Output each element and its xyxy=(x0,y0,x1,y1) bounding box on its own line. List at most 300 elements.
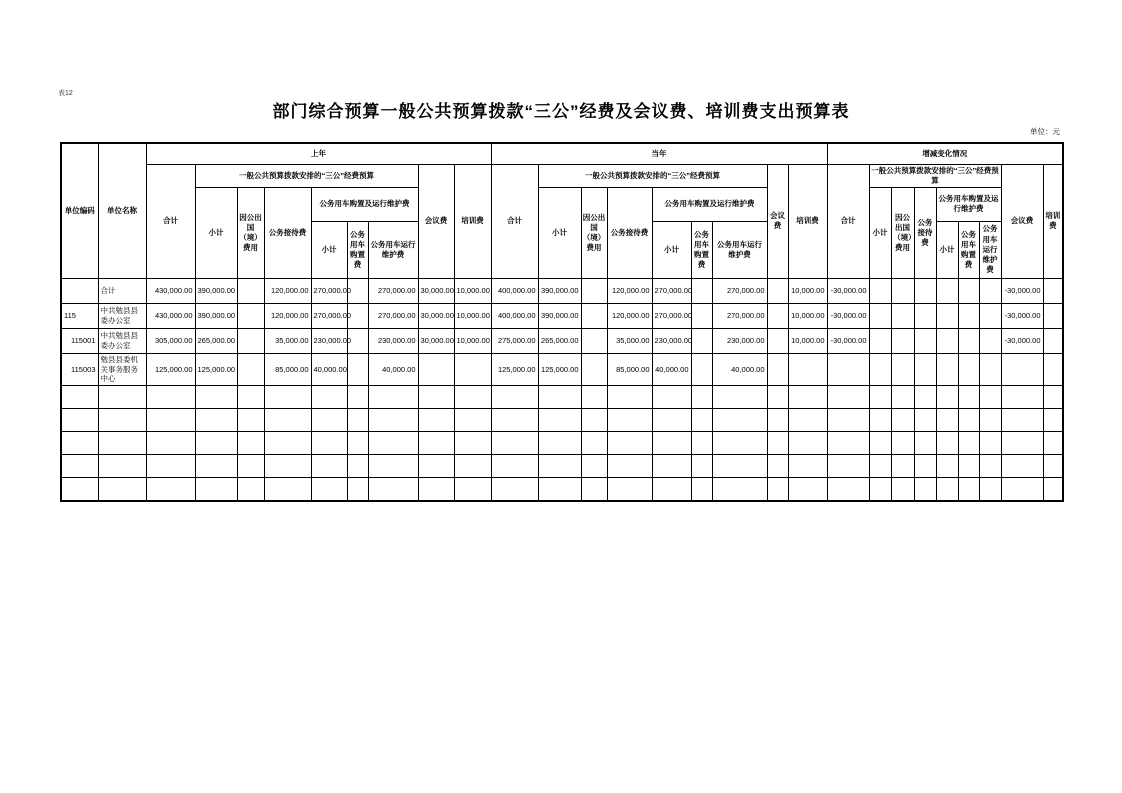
empty-cell xyxy=(767,478,788,501)
value-cell: 270,000.00 xyxy=(311,278,347,303)
group-header-vehicle: 公务用车购置及运行维护费 xyxy=(936,187,1001,221)
empty-cell xyxy=(264,478,311,501)
empty-cell xyxy=(767,409,788,432)
empty-cell xyxy=(347,432,368,455)
empty-cell xyxy=(98,386,146,409)
group-header-sangong: 一般公共预算拨款安排的“三公”经费预算 xyxy=(538,164,767,187)
table-row xyxy=(61,278,1063,303)
value-cell: -30,000.00 xyxy=(827,278,869,303)
empty-cell xyxy=(607,455,652,478)
value-cell xyxy=(237,353,264,385)
value-cell: -30,000.00 xyxy=(827,328,869,353)
value-cell xyxy=(581,278,607,303)
value-cell: 265,000.00 xyxy=(538,328,581,353)
empty-cell xyxy=(264,432,311,455)
value-cell: 270,000.00 xyxy=(368,303,418,328)
value-cell xyxy=(914,328,936,353)
empty-cell xyxy=(61,386,98,409)
value-cell xyxy=(1043,278,1063,303)
value-cell: 120,000.00 xyxy=(264,303,311,328)
value-cell: 85,000.00 xyxy=(607,353,652,385)
empty-cell xyxy=(368,432,418,455)
value-cell: 10,000.00 xyxy=(788,328,827,353)
empty-cell xyxy=(1043,409,1063,432)
col-header-training: 培训费 xyxy=(1043,164,1063,278)
value-cell xyxy=(979,303,1001,328)
unit-name-cell: 中共勉县县委办公室 xyxy=(98,328,146,353)
value-cell xyxy=(936,278,958,303)
value-cell: 230,000.00 xyxy=(311,328,347,353)
value-cell xyxy=(1001,353,1043,385)
empty-cell xyxy=(538,455,581,478)
col-header-training: 培训费 xyxy=(454,164,491,278)
value-cell xyxy=(691,328,712,353)
col-header-reception: 公务接待费 xyxy=(607,187,652,278)
empty-cell xyxy=(61,432,98,455)
unit-note: 单位：元 xyxy=(1030,127,1060,136)
col-header-reception: 公务接待费 xyxy=(264,187,311,278)
col-header-total: 合计 xyxy=(491,164,538,278)
empty-cell xyxy=(979,455,1001,478)
col-header-subtotal: 小计 xyxy=(869,187,891,278)
empty-cell xyxy=(538,478,581,501)
table-row xyxy=(61,303,1063,328)
empty-table-row xyxy=(61,386,1063,409)
table-body xyxy=(61,278,1063,500)
value-cell xyxy=(454,353,491,385)
value-cell: -30,000.00 xyxy=(827,303,869,328)
empty-cell xyxy=(607,409,652,432)
empty-cell xyxy=(491,455,538,478)
empty-cell xyxy=(652,455,691,478)
col-header-meeting: 会议费 xyxy=(1001,164,1043,278)
value-cell: 10,000.00 xyxy=(788,278,827,303)
value-cell: 30,000.00 xyxy=(418,303,454,328)
table-row xyxy=(61,328,1063,353)
empty-cell xyxy=(869,478,891,501)
value-cell xyxy=(347,353,368,385)
empty-cell xyxy=(264,455,311,478)
value-cell xyxy=(869,278,891,303)
empty-cell xyxy=(237,455,264,478)
col-header-vehicle-purchase: 公务用车购置费 xyxy=(347,221,368,278)
empty-table-row xyxy=(61,455,1063,478)
empty-cell xyxy=(347,409,368,432)
value-cell: 305,000.00 xyxy=(146,328,195,353)
empty-cell xyxy=(538,386,581,409)
empty-cell xyxy=(652,478,691,501)
empty-cell xyxy=(581,478,607,501)
table-row xyxy=(61,353,1063,385)
empty-table-row xyxy=(61,409,1063,432)
empty-cell xyxy=(652,432,691,455)
empty-cell xyxy=(538,409,581,432)
empty-table-row xyxy=(61,432,1063,455)
col-header-abroad: 因公出国（境）费用 xyxy=(237,187,264,278)
empty-cell xyxy=(1043,432,1063,455)
value-cell xyxy=(237,278,264,303)
empty-cell xyxy=(146,478,195,501)
value-cell xyxy=(958,303,979,328)
empty-cell xyxy=(581,409,607,432)
value-cell xyxy=(1043,303,1063,328)
value-cell xyxy=(869,353,891,385)
empty-cell xyxy=(98,455,146,478)
empty-cell xyxy=(891,478,914,501)
empty-cell xyxy=(368,386,418,409)
unit-code-cell xyxy=(61,278,98,303)
empty-cell xyxy=(347,455,368,478)
value-cell xyxy=(958,278,979,303)
value-cell: -30,000.00 xyxy=(1001,328,1043,353)
empty-cell xyxy=(146,432,195,455)
empty-cell xyxy=(891,386,914,409)
empty-cell xyxy=(454,409,491,432)
empty-cell xyxy=(581,455,607,478)
value-cell: 125,000.00 xyxy=(146,353,195,385)
empty-cell xyxy=(712,386,767,409)
value-cell xyxy=(891,303,914,328)
empty-cell xyxy=(311,455,347,478)
empty-cell xyxy=(691,478,712,501)
col-header-unit-name: 单位名称 xyxy=(98,143,146,278)
empty-cell xyxy=(98,432,146,455)
value-cell: 390,000.00 xyxy=(538,278,581,303)
empty-cell xyxy=(454,455,491,478)
empty-cell xyxy=(237,478,264,501)
group-header-sangong: 一般公共预算拨款安排的“三公”经费预算 xyxy=(195,164,418,187)
empty-cell xyxy=(691,432,712,455)
empty-cell xyxy=(788,455,827,478)
value-cell xyxy=(891,278,914,303)
empty-cell xyxy=(418,455,454,478)
group-header-vehicle: 公务用车购置及运行维护费 xyxy=(311,187,418,221)
unit-code-cell: 115 xyxy=(61,303,98,328)
value-cell: 10,000.00 xyxy=(454,278,491,303)
empty-cell xyxy=(454,386,491,409)
col-header-vehicle-subtotal: 小计 xyxy=(311,221,347,278)
value-cell: 400,000.00 xyxy=(491,278,538,303)
empty-cell xyxy=(712,409,767,432)
empty-cell xyxy=(1001,432,1043,455)
empty-cell xyxy=(914,478,936,501)
empty-cell xyxy=(491,478,538,501)
value-cell xyxy=(767,303,788,328)
section-header-curr-year: 当年 xyxy=(491,143,827,164)
budget-table xyxy=(60,142,1064,502)
section-header-change: 增减变化情况 xyxy=(827,143,1063,164)
empty-cell xyxy=(195,386,237,409)
value-cell xyxy=(691,303,712,328)
empty-cell xyxy=(788,478,827,501)
empty-cell xyxy=(264,386,311,409)
value-cell: 230,000.00 xyxy=(712,328,767,353)
col-header-abroad: 因公出国（境）费用 xyxy=(891,187,914,278)
empty-cell xyxy=(827,455,869,478)
value-cell xyxy=(936,303,958,328)
empty-cell xyxy=(936,409,958,432)
empty-cell xyxy=(788,386,827,409)
empty-cell xyxy=(491,432,538,455)
col-header-unit-code: 单位编码 xyxy=(61,143,98,278)
empty-cell xyxy=(869,409,891,432)
value-cell: 35,000.00 xyxy=(264,328,311,353)
header-row-groups xyxy=(61,164,1063,187)
col-header-meeting: 会议费 xyxy=(418,164,454,278)
value-cell: 35,000.00 xyxy=(607,328,652,353)
value-cell: 10,000.00 xyxy=(788,303,827,328)
empty-cell xyxy=(237,409,264,432)
empty-cell xyxy=(979,432,1001,455)
value-cell xyxy=(788,353,827,385)
value-cell xyxy=(581,303,607,328)
col-header-total: 合计 xyxy=(146,164,195,278)
value-cell xyxy=(914,353,936,385)
empty-cell xyxy=(61,455,98,478)
value-cell: 400,000.00 xyxy=(491,303,538,328)
value-cell: 120,000.00 xyxy=(607,303,652,328)
empty-cell xyxy=(869,455,891,478)
empty-cell xyxy=(581,432,607,455)
empty-cell xyxy=(581,386,607,409)
value-cell: 270,000.00 xyxy=(311,303,347,328)
col-header-meeting: 会议费 xyxy=(767,164,788,278)
empty-cell xyxy=(652,386,691,409)
value-cell: 390,000.00 xyxy=(538,303,581,328)
value-cell xyxy=(691,278,712,303)
empty-cell xyxy=(311,432,347,455)
empty-cell xyxy=(418,478,454,501)
empty-cell xyxy=(98,478,146,501)
value-cell xyxy=(936,353,958,385)
empty-cell xyxy=(195,478,237,501)
value-cell: 270,000.00 xyxy=(652,303,691,328)
empty-cell xyxy=(712,478,767,501)
header-row-sections xyxy=(61,143,1063,164)
empty-cell xyxy=(958,478,979,501)
empty-cell xyxy=(1043,478,1063,501)
value-cell xyxy=(418,353,454,385)
empty-cell xyxy=(607,386,652,409)
empty-cell xyxy=(788,432,827,455)
empty-cell xyxy=(491,386,538,409)
table-number-label: 表12 xyxy=(58,90,73,97)
empty-cell xyxy=(869,432,891,455)
value-cell xyxy=(237,303,264,328)
empty-table-row xyxy=(61,478,1063,501)
value-cell: 30,000.00 xyxy=(418,278,454,303)
empty-cell xyxy=(958,409,979,432)
empty-cell xyxy=(418,386,454,409)
empty-cell xyxy=(368,478,418,501)
value-cell xyxy=(914,303,936,328)
empty-cell xyxy=(1043,455,1063,478)
empty-cell xyxy=(311,386,347,409)
empty-cell xyxy=(195,455,237,478)
value-cell xyxy=(869,328,891,353)
empty-cell xyxy=(347,478,368,501)
empty-cell xyxy=(891,432,914,455)
value-cell xyxy=(1043,353,1063,385)
value-cell xyxy=(767,328,788,353)
unit-name-cell: 勉县县委机关事务服务中心 xyxy=(98,353,146,385)
empty-cell xyxy=(712,455,767,478)
value-cell xyxy=(891,353,914,385)
empty-cell xyxy=(767,386,788,409)
value-cell xyxy=(979,353,1001,385)
empty-cell xyxy=(347,386,368,409)
empty-cell xyxy=(914,409,936,432)
value-cell: 390,000.00 xyxy=(195,278,237,303)
value-cell xyxy=(827,353,869,385)
value-cell: 270,000.00 xyxy=(712,303,767,328)
empty-cell xyxy=(979,478,1001,501)
empty-cell xyxy=(979,409,1001,432)
col-header-subtotal: 小计 xyxy=(538,187,581,278)
empty-cell xyxy=(98,409,146,432)
value-cell: 40,000.00 xyxy=(712,353,767,385)
section-header-prev-year: 上年 xyxy=(146,143,491,164)
value-cell xyxy=(979,328,1001,353)
value-cell: 230,000.00 xyxy=(652,328,691,353)
empty-cell xyxy=(827,409,869,432)
value-cell xyxy=(691,353,712,385)
value-cell: 270,000.00 xyxy=(652,278,691,303)
value-cell: 230,000.00 xyxy=(368,328,418,353)
value-cell: 275,000.00 xyxy=(491,328,538,353)
value-cell: 265,000.00 xyxy=(195,328,237,353)
empty-cell xyxy=(936,455,958,478)
value-cell xyxy=(914,278,936,303)
empty-cell xyxy=(311,409,347,432)
empty-cell xyxy=(936,478,958,501)
value-cell: 125,000.00 xyxy=(195,353,237,385)
empty-cell xyxy=(418,432,454,455)
value-cell: 270,000.00 xyxy=(712,278,767,303)
empty-cell xyxy=(195,432,237,455)
empty-cell xyxy=(607,478,652,501)
empty-cell xyxy=(958,455,979,478)
empty-cell xyxy=(712,432,767,455)
empty-cell xyxy=(914,455,936,478)
empty-cell xyxy=(827,386,869,409)
empty-cell xyxy=(936,432,958,455)
empty-cell xyxy=(237,386,264,409)
group-header-sangong: 一般公共预算拨款安排的“三公”经费预算 xyxy=(869,164,1001,187)
col-header-subtotal: 小计 xyxy=(195,187,237,278)
value-cell: 430,000.00 xyxy=(146,303,195,328)
unit-name-cell: 合计 xyxy=(98,278,146,303)
value-cell: 40,000.00 xyxy=(652,353,691,385)
empty-cell xyxy=(146,409,195,432)
empty-cell xyxy=(454,478,491,501)
empty-cell xyxy=(652,409,691,432)
empty-cell xyxy=(788,409,827,432)
col-header-vehicle-subtotal: 小计 xyxy=(936,221,958,278)
col-header-vehicle-maintenance: 公务用车运行维护费 xyxy=(979,221,1001,278)
value-cell: 430,000.00 xyxy=(146,278,195,303)
value-cell xyxy=(1043,328,1063,353)
value-cell: 125,000.00 xyxy=(538,353,581,385)
empty-cell xyxy=(936,386,958,409)
empty-cell xyxy=(538,432,581,455)
value-cell: 40,000.00 xyxy=(368,353,418,385)
empty-cell xyxy=(311,478,347,501)
col-header-vehicle-purchase: 公务用车购置费 xyxy=(958,221,979,278)
unit-code-cell: 115003 xyxy=(61,353,98,385)
unit-name-cell: 中共勉县县委办公室 xyxy=(98,303,146,328)
empty-cell xyxy=(418,409,454,432)
col-header-vehicle-maintenance: 公务用车运行维护费 xyxy=(368,221,418,278)
value-cell: 120,000.00 xyxy=(607,278,652,303)
empty-cell xyxy=(827,478,869,501)
empty-cell xyxy=(979,386,1001,409)
empty-cell xyxy=(1001,455,1043,478)
value-cell xyxy=(958,328,979,353)
empty-cell xyxy=(1043,386,1063,409)
col-header-abroad: 因公出国（境）费用 xyxy=(581,187,607,278)
page-title: 部门综合预算一般公共预算拨款“三公”经费及会议费、培训费支出预算表 xyxy=(272,102,850,121)
col-header-reception: 公务接待费 xyxy=(914,187,936,278)
col-header-vehicle-maintenance: 公务用车运行维护费 xyxy=(712,221,767,278)
empty-cell xyxy=(827,432,869,455)
empty-cell xyxy=(1001,478,1043,501)
value-cell: 10,000.00 xyxy=(454,328,491,353)
empty-cell xyxy=(767,432,788,455)
value-cell: -30,000.00 xyxy=(1001,303,1043,328)
empty-cell xyxy=(454,432,491,455)
empty-cell xyxy=(691,386,712,409)
empty-cell xyxy=(914,432,936,455)
value-cell xyxy=(958,353,979,385)
empty-cell xyxy=(146,455,195,478)
value-cell: 85,000.00 xyxy=(264,353,311,385)
value-cell xyxy=(979,278,1001,303)
empty-cell xyxy=(264,409,311,432)
value-cell xyxy=(767,353,788,385)
value-cell: -30,000.00 xyxy=(1001,278,1043,303)
value-cell xyxy=(891,328,914,353)
empty-cell xyxy=(1001,409,1043,432)
col-header-vehicle-purchase: 公务用车购置费 xyxy=(691,221,712,278)
value-cell xyxy=(237,328,264,353)
value-cell: 10,000.00 xyxy=(454,303,491,328)
empty-cell xyxy=(767,455,788,478)
value-cell xyxy=(767,278,788,303)
value-cell: 390,000.00 xyxy=(195,303,237,328)
empty-cell xyxy=(958,386,979,409)
value-cell: 270,000.00 xyxy=(368,278,418,303)
empty-cell xyxy=(607,432,652,455)
empty-cell xyxy=(368,409,418,432)
empty-cell xyxy=(1001,386,1043,409)
col-header-vehicle-subtotal: 小计 xyxy=(652,221,691,278)
header-row-subgroups xyxy=(61,187,1063,221)
empty-cell xyxy=(368,455,418,478)
empty-cell xyxy=(195,409,237,432)
group-header-vehicle: 公务用车购置及运行维护费 xyxy=(652,187,767,221)
empty-cell xyxy=(914,386,936,409)
empty-cell xyxy=(891,409,914,432)
empty-cell xyxy=(691,409,712,432)
value-cell xyxy=(869,303,891,328)
value-cell xyxy=(936,328,958,353)
empty-cell xyxy=(61,478,98,501)
empty-cell xyxy=(869,386,891,409)
empty-cell xyxy=(146,386,195,409)
empty-cell xyxy=(958,432,979,455)
value-cell xyxy=(581,328,607,353)
